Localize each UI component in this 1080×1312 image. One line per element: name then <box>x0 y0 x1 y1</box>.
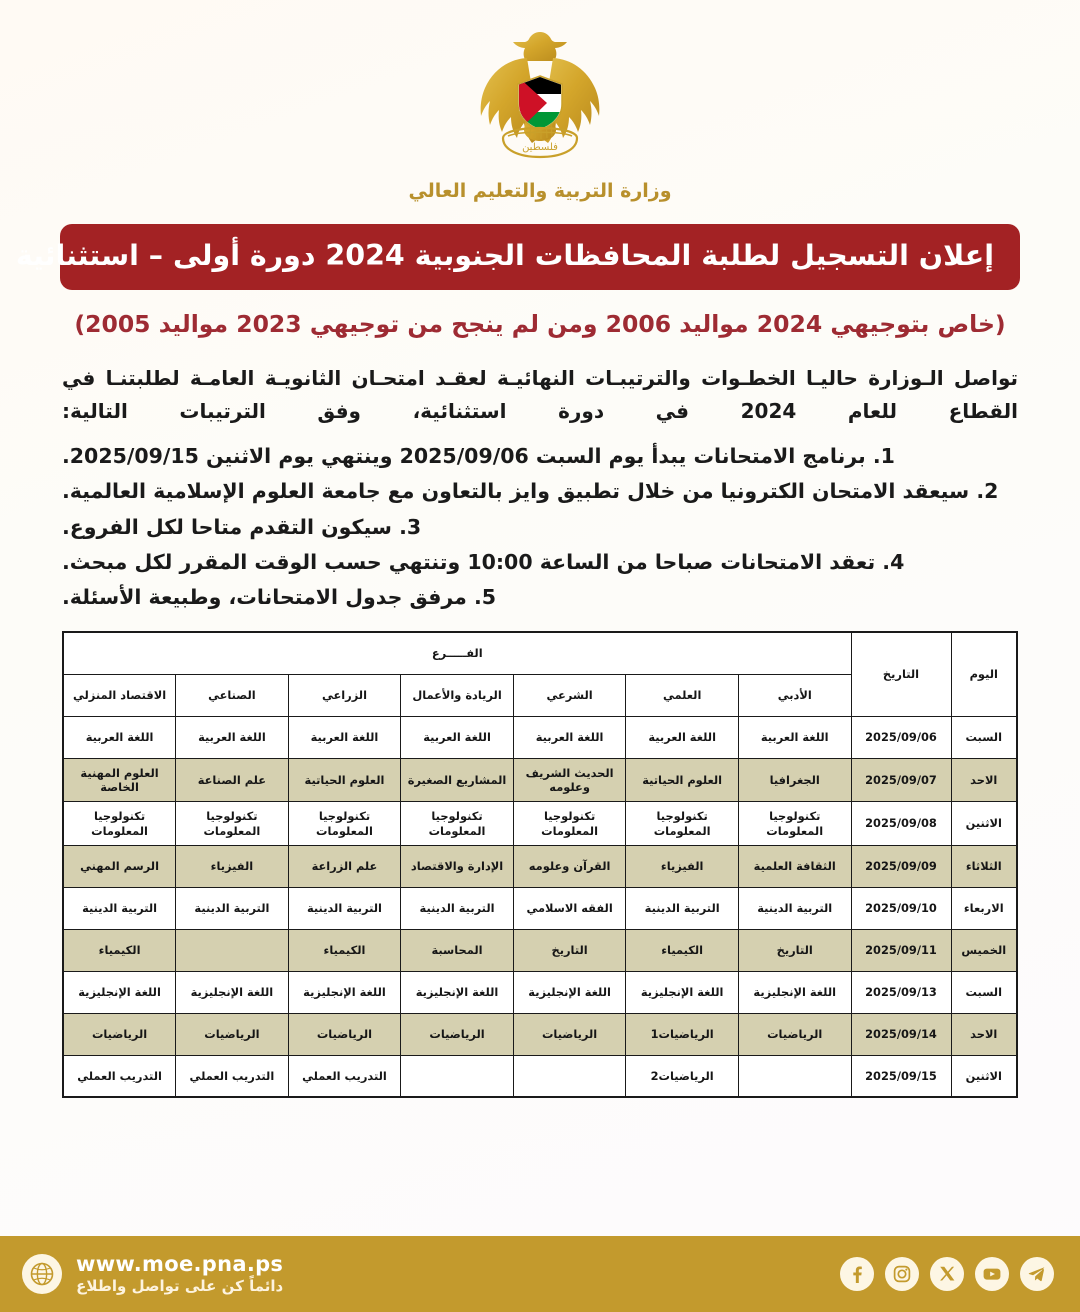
youtube-icon[interactable] <box>975 1257 1009 1291</box>
table-row <box>63 971 1017 1013</box>
cell-date: 2025/09/06 <box>851 716 951 758</box>
ministry-name: وزارة التربية والتعليم العالي <box>408 180 672 202</box>
cell-subject: اللغة العربية <box>513 716 626 758</box>
cell-date: 2025/09/15 <box>851 1055 951 1097</box>
th-branch-adabi: الأدبي <box>738 674 851 716</box>
table-row <box>63 716 1017 758</box>
cell-subject: تكنولوجيا المعلومات <box>63 802 176 846</box>
cell-day: السبت <box>951 971 1017 1013</box>
cell-subject: اللغة الإنجليزية <box>288 971 401 1013</box>
cell-date: 2025/09/07 <box>851 758 951 802</box>
footer-site-info <box>22 1253 283 1295</box>
table-row <box>63 845 1017 887</box>
table-header-row-top <box>63 632 1017 674</box>
cell-date: 2025/09/10 <box>851 887 951 929</box>
exam-schedule-wrap <box>62 631 1018 1098</box>
subtitle: (خاص بتوجيهي 2024 مواليد 2006 ومن لم ينجح من توجيهي 2023 مواليد 2005) <box>74 309 1006 338</box>
instagram-icon[interactable] <box>885 1257 919 1291</box>
cell-subject: اللغة الإنجليزية <box>738 971 851 1013</box>
cell-subject: التدريب العملي <box>176 1055 289 1097</box>
cell-subject: الرياضيات1 <box>626 1013 739 1055</box>
list-item: 2. سيعقد الامتحان الكترونيا من خلال تطبيق وايز بالتعاون مع جامعة العلوم الإسلامية العالمية. <box>62 479 999 504</box>
cell-subject: الإدارة والاقتصاد <box>401 845 514 887</box>
table-row <box>63 929 1017 971</box>
globe-icon <box>22 1254 62 1294</box>
cell-subject: الكيمياء <box>63 929 176 971</box>
cell-subject: الرسم المهني <box>63 845 176 887</box>
cell-day: الاحد <box>951 758 1017 802</box>
cell-day: الاثنين <box>951 802 1017 846</box>
footer-tagline: دائماً كن على تواصل واطلاع <box>76 1277 284 1296</box>
cell-subject: التربية الدينية <box>401 887 514 929</box>
exam-schedule-table <box>62 631 1018 1098</box>
svg-text:فلسطين: فلسطين <box>522 142 558 153</box>
cell-subject: الفقه الاسلامي <box>513 887 626 929</box>
table-head <box>63 632 1017 716</box>
table-row <box>63 887 1017 929</box>
cell-subject: الكيمياء <box>626 929 739 971</box>
cell-day: الخميس <box>951 929 1017 971</box>
cell-subject <box>513 1055 626 1097</box>
cell-subject: اللغة الإنجليزية <box>63 971 176 1013</box>
cell-subject: اللغة العربية <box>176 716 289 758</box>
cell-subject: التدريب العملي <box>288 1055 401 1097</box>
cell-subject: الرياضيات <box>176 1013 289 1055</box>
cell-subject: اللغة العربية <box>626 716 739 758</box>
table-row <box>63 1013 1017 1055</box>
intro-paragraph: تواصل الـوزارة حاليـا الخطـوات والترتيبـات النهائيـة لعقـد امتحـان الثانويـة العامـة لطلبتنـا في القطاع للعام 2024 في دورة استثنائية، وفق الترتيبات التالية: <box>62 366 1018 423</box>
palestinian-eagle-emblem <box>469 26 611 174</box>
cell-subject: التربية الدينية <box>288 887 401 929</box>
cell-subject: تكنولوجيا المعلومات <box>401 802 514 846</box>
cell-day: الثلاثاء <box>951 845 1017 887</box>
th-branch-ilmi: العلمي <box>626 674 739 716</box>
cell-subject: الكيمياء <box>288 929 401 971</box>
th-branch-zirai: الزراعي <box>288 674 401 716</box>
cell-subject: اللغة العربية <box>63 716 176 758</box>
cell-subject: تكنولوجيا المعلومات <box>176 802 289 846</box>
list-item: 4. تعقد الامتحانات صباحا من الساعة 10:00 وتنتهي حسب الوقت المقرر لكل مبحث. <box>62 549 905 574</box>
footer-text-block <box>76 1253 283 1295</box>
cell-subject: العلوم الحياتية <box>626 758 739 802</box>
table-row <box>63 758 1017 802</box>
cell-subject: التدريب العملي <box>63 1055 176 1097</box>
cell-subject: علم الزراعة <box>288 845 401 887</box>
cell-subject: التربية الدينية <box>63 887 176 929</box>
cell-subject: التاريخ <box>738 929 851 971</box>
cell-subject: تكنولوجيا المعلومات <box>626 802 739 846</box>
cell-subject: اللغة العربية <box>738 716 851 758</box>
th-day: اليوم <box>951 632 1017 716</box>
page-header <box>0 0 1080 202</box>
cell-date: 2025/09/14 <box>851 1013 951 1055</box>
cell-subject: المحاسبة <box>401 929 514 971</box>
cell-date: 2025/09/09 <box>851 845 951 887</box>
cell-subject: الرياضيات <box>63 1013 176 1055</box>
cell-subject: القرآن وعلومه <box>513 845 626 887</box>
table-row <box>63 1055 1017 1097</box>
website-url[interactable]: www.moe.pna.ps <box>76 1252 284 1277</box>
cell-day: الاربعاء <box>951 887 1017 929</box>
cell-subject: الفيزياء <box>626 845 739 887</box>
cell-subject: التربية الدينية <box>176 887 289 929</box>
th-branch-riada: الريادة والأعمال <box>401 674 514 716</box>
cell-subject: الرياضيات <box>513 1013 626 1055</box>
x-twitter-icon[interactable] <box>930 1257 964 1291</box>
page-title: إعلان التسجيل لطلبة المحافظات الجنوبية 2024 دورة أولى – استثنائية <box>15 239 994 272</box>
social-links <box>840 1257 1054 1291</box>
list-item: 3. سيكون التقدم متاحا لكل الفروع. <box>62 514 422 539</box>
cell-subject: علم الصناعة <box>176 758 289 802</box>
cell-subject: اللغة الإنجليزية <box>176 971 289 1013</box>
facebook-icon[interactable] <box>840 1257 874 1291</box>
title-banner <box>15 224 1020 290</box>
cell-subject: تكنولوجيا المعلومات <box>513 802 626 846</box>
cell-subject: اللغة الإنجليزية <box>401 971 514 1013</box>
table-row <box>63 802 1017 846</box>
cell-subject: اللغة الإنجليزية <box>626 971 739 1013</box>
cell-day: الاثنين <box>951 1055 1017 1097</box>
cell-subject: المشاريع الصغيرة <box>401 758 514 802</box>
cell-subject: العلوم المهنية الخاصة <box>63 758 176 802</box>
cell-subject: الرياضيات <box>401 1013 514 1055</box>
title-banner-wrap <box>0 224 1080 290</box>
th-branch-sharii: الشرعي <box>513 674 626 716</box>
arrangements-list <box>0 439 1080 615</box>
th-branch-sinai: الصناعي <box>176 674 289 716</box>
cell-subject <box>738 1055 851 1097</box>
cell-subject: الحديث الشريف وعلومه <box>513 758 626 802</box>
cell-subject: التربية الدينية <box>626 887 739 929</box>
cell-subject: اللغة العربية <box>401 716 514 758</box>
list-item: 5. مرفق جدول الامتحانات، وطبيعة الأسئلة. <box>62 585 497 610</box>
page-footer <box>0 1236 1080 1312</box>
cell-subject: التربية الدينية <box>738 887 851 929</box>
cell-subject: التاريخ <box>513 929 626 971</box>
cell-subject: الرياضيات2 <box>626 1055 739 1097</box>
cell-subject: اللغة الإنجليزية <box>513 971 626 1013</box>
cell-subject: تكنولوجيا المعلومات <box>738 802 851 846</box>
cell-subject: الثقافة العلمية <box>738 845 851 887</box>
cell-subject: الرياضيات <box>738 1013 851 1055</box>
th-branch-group: الفـــــرع <box>63 632 851 674</box>
cell-subject <box>401 1055 514 1097</box>
cell-date: 2025/09/08 <box>851 802 951 846</box>
cell-subject <box>176 929 289 971</box>
cell-subject: تكنولوجيا المعلومات <box>288 802 401 846</box>
cell-date: 2025/09/13 <box>851 971 951 1013</box>
cell-date: 2025/09/11 <box>851 929 951 971</box>
th-date: التاريخ <box>851 632 951 716</box>
telegram-icon[interactable] <box>1020 1257 1054 1291</box>
list-item: 1. برنامج الامتحانات يبدأ يوم السبت 2025/09/06 وينتهي يوم الاثنين 2025/09/15. <box>62 444 895 469</box>
cell-subject: العلوم الحياتية <box>288 758 401 802</box>
table-body <box>63 716 1017 1097</box>
th-branch-manzili: الاقتصاد المنزلي <box>63 674 176 716</box>
cell-subject: اللغة العربية <box>288 716 401 758</box>
cell-subject: الفيزياء <box>176 845 289 887</box>
cell-day: السبت <box>951 716 1017 758</box>
cell-subject: الرياضيات <box>288 1013 401 1055</box>
cell-subject: الجغرافيا <box>738 758 851 802</box>
cell-day: الاحد <box>951 1013 1017 1055</box>
